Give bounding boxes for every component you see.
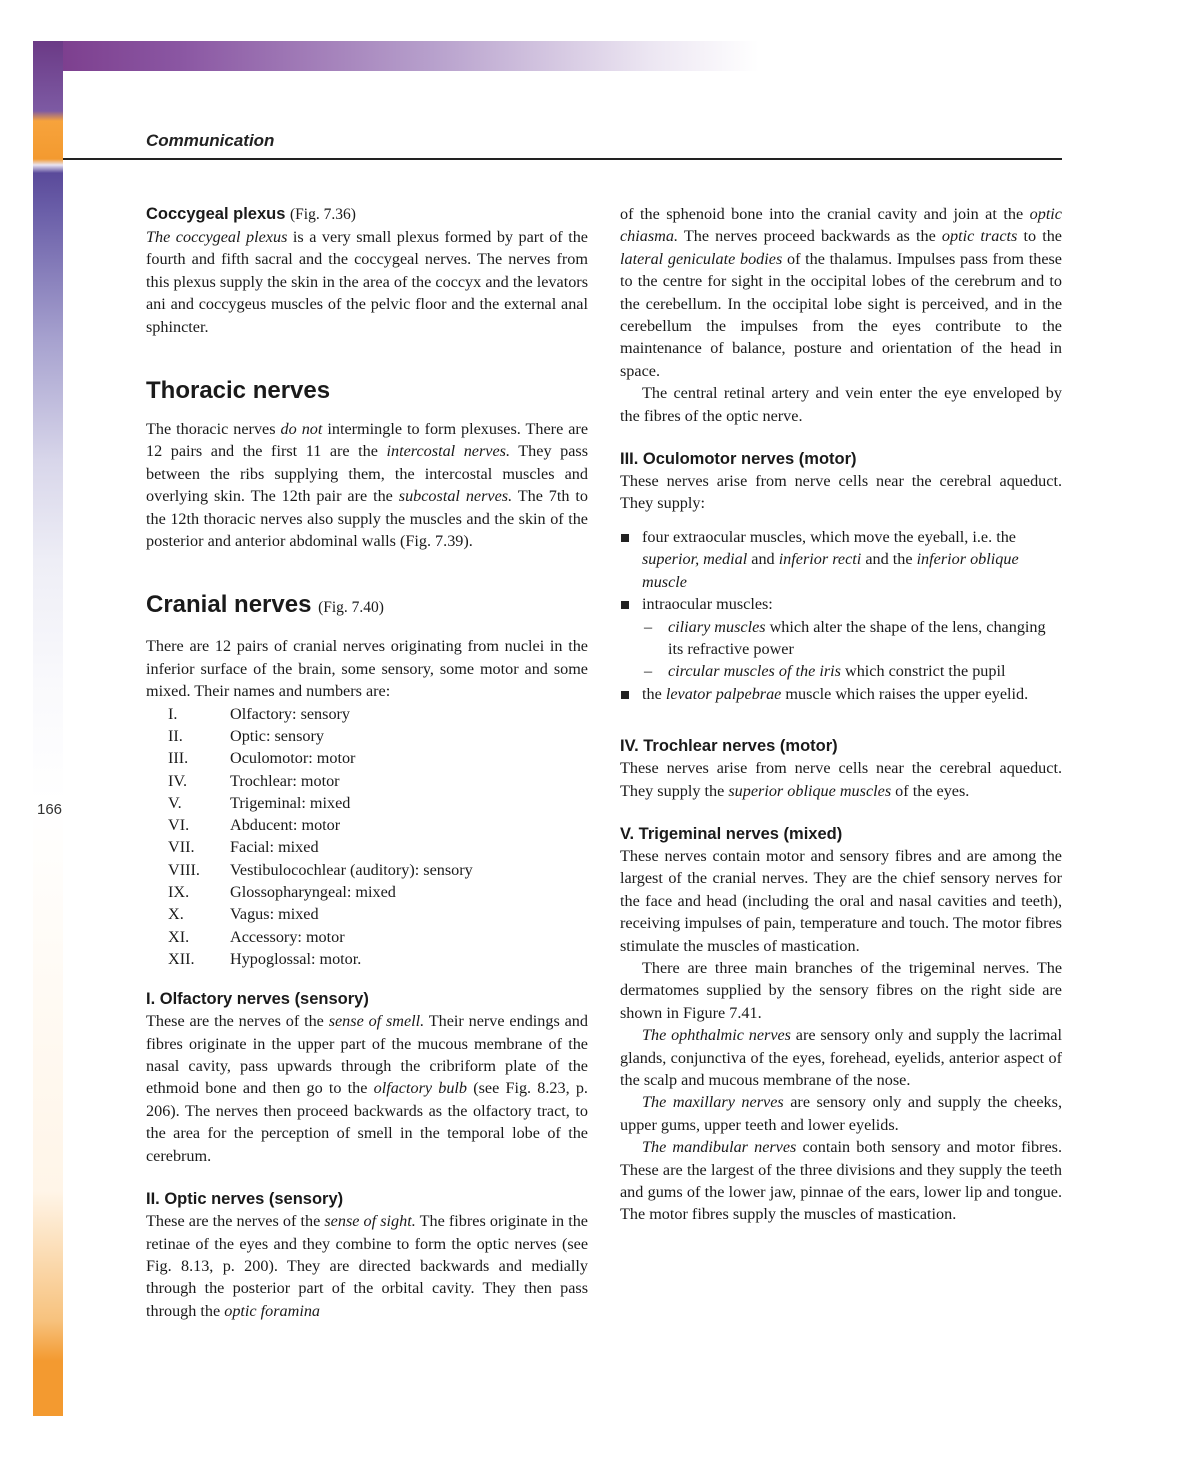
- list-item: – ciliary muscles which alter the shape of the lens, changing its refractive power: [642, 616, 1062, 661]
- trigeminal-paragraph-5: The mandibular nerves contain both sensory and motor fibres. These are the largest of the three divisions and they supply the teeth and gums of the lower jaw, pinnae of the ears, lower lip and tongue. The motor fibres supply the muscles of mastication.: [620, 1138, 1063, 1224]
- thoracic-paragraph: The thoracic nerves do not intermingle to form plexuses. There are 12 pairs and the first 11 are the intercostal nerves. They pass between the ribs supplying them, the intercostal muscles and overlying skin. The 12th pair are the subcostal nerves. The 7th to the 12th thoracic nerves also supply the muscles and the skin of the posterior and anterior abdominal walls (Fig. 7.39).: [146, 420, 589, 551]
- header-color-band: [33, 41, 759, 71]
- oculomotor-intro: These nerves arise from nerve cells near the cerebral aqueduct. They supply:: [620, 472, 1062, 513]
- side-color-band: [33, 41, 63, 1416]
- list-item: four extraocular muscles, which move the eyeball, i.e. the superior, medial and inferior recti and the inferior oblique muscle: [620, 526, 1062, 593]
- trigeminal-paragraph-4: The maxillary nerves are sensory only and supply the cheeks, upper gums, upper teeth and lower eyelids.: [620, 1093, 1062, 1134]
- list-item: VII. Facial: mixed: [168, 838, 319, 857]
- optic-paragraph-part1: These are the nerves of the sense of sight. The fibres originate in the retinae of the eyes and they combine to form the optic nerves (see Fig. 8.13, p. 200). They are directed backwards and medially through the posterior part of the orbital cavity. They then pass through the optic foramina: [146, 1212, 588, 1320]
- list-item: I. Olfactory: sensory: [168, 704, 351, 723]
- thoracic-heading: Thoracic nerves: [146, 377, 331, 405]
- optic-paragraph-2: The central retinal artery and vein enter the eye enveloped by the fibres of the optic nerve.: [620, 384, 1062, 425]
- trigeminal-heading: V. Trigeminal nerves (mixed): [620, 824, 843, 843]
- list-item: the levator palpebrae muscle which raises the upper eyelid.: [620, 683, 1062, 705]
- trigeminal-paragraph-3: The ophthalmic nerves are sensory only and supply the lacrimal glands, conjunctiva of the eyes, forehead, eyelids, anterior aspect of the scalp and mucous membrane of the nose.: [620, 1026, 1062, 1089]
- left-column: [146, 203, 588, 1322]
- olfactory-heading: I. Olfactory nerves (sensory): [146, 990, 369, 1009]
- list-item: intraocular muscles: – ciliary muscles which alter the shape of the lens, changing its refractive power – circular muscles of the iris which constrict the pupil: [620, 593, 1062, 683]
- cranial-nerve-list: [146, 703, 588, 971]
- cranial-intro: There are 12 pairs of cranial nerves originating from nuclei in the inferior surface of the brain, some sensory, some motor and some mixed. Their names and numbers are:: [146, 637, 588, 701]
- coccygeal-paragraph: The coccygeal plexus is a very small plexus formed by part of the fourth and fifth sacral and the coccygeal nerves. The nerves from this plexus supply the skin in the area of the coccyx and the levators ani and coccygeus muscles of the pelvic floor and the external anal sphincter.: [146, 228, 588, 336]
- list-item: VI. Abducent: motor: [168, 816, 341, 835]
- trochlear-heading: IV. Trochlear nerves (motor): [620, 737, 838, 756]
- optic-paragraph-part2: of the sphenoid bone into the cranial cavity and join at the optic chiasma. The nerves proceed backwards as the optic tracts to the lateral geniculate bodies of the thalamus. Impulses pass from these to the centre for sight in the occipital lobes of the cerebrum and to the cerebellum. In the occipital lobe sight is perceived, and in the cerebellum the impulses from the eyes contribute to the maintenance of balance, posture and orientation of the head in space.: [620, 205, 1062, 380]
- page-number: 166: [37, 801, 63, 818]
- optic-heading: II. Optic nerves (sensory): [146, 1190, 344, 1209]
- list-item: V. Trigeminal: mixed: [168, 793, 351, 812]
- list-item: – circular muscles of the iris which constrict the pupil: [642, 660, 1062, 682]
- trochlear-paragraph: These nerves arise from nerve cells near the cerebral aqueduct. They supply the superior oblique muscles of the eyes.: [620, 759, 1062, 800]
- intraocular-sublist: [642, 616, 1062, 683]
- list-item: IX. Glossopharyngeal: mixed: [168, 883, 396, 902]
- trigeminal-paragraph-2: There are three main branches of the trigeminal nerves. The dermatomes supplied by the sensory fibres on the right side are shown in Figure 7.41.: [620, 958, 1062, 1022]
- list-item: II. Optic: sensory: [168, 726, 324, 745]
- list-item: XII. Hypoglossal: motor.: [168, 949, 362, 968]
- list-item: III. Oculomotor: motor: [168, 749, 356, 768]
- list-item: X. Vagus: mixed: [168, 905, 319, 924]
- coccygeal-heading: Coccygeal plexus (Fig. 7.36): [146, 205, 356, 223]
- header-rule: [63, 158, 1062, 160]
- oculomotor-heading: III. Oculomotor nerves (motor): [620, 450, 857, 469]
- olfactory-paragraph: These are the nerves of the sense of smell. Their nerve endings and fibres originate in the upper part of the mucous membrane of the nasal cavity, pass upwards through the cribriform plate of the ethmoid bone and then go to the olfactory bulb (see Fig. 8.23, p. 206). The nerves then proceed backwards as the olfactory tract, to the area for the perception of smell in the temporal lobe of the cerebrum.: [146, 1012, 588, 1165]
- trigeminal-paragraph-1: These nerves contain motor and sensory fibres and are among the largest of the cranial nerves. They are the chief sensory nerves for the face and head (including the oral and nasal cavities and teeth), receiving impulses of pain, temperature and touch. The motor fibres stimulate the muscles of mastication.: [620, 846, 1062, 955]
- list-item: IV. Trochlear: motor: [168, 771, 340, 790]
- list-item: VIII. Vestibulocochlear (auditory): sensory: [168, 860, 473, 879]
- right-column: [620, 203, 1062, 1226]
- oculomotor-list: [620, 526, 1062, 705]
- list-item: XI. Accessory: motor: [168, 927, 345, 946]
- cranial-heading: Cranial nerves (Fig. 7.40): [146, 591, 384, 619]
- running-head: Communication: [146, 131, 275, 150]
